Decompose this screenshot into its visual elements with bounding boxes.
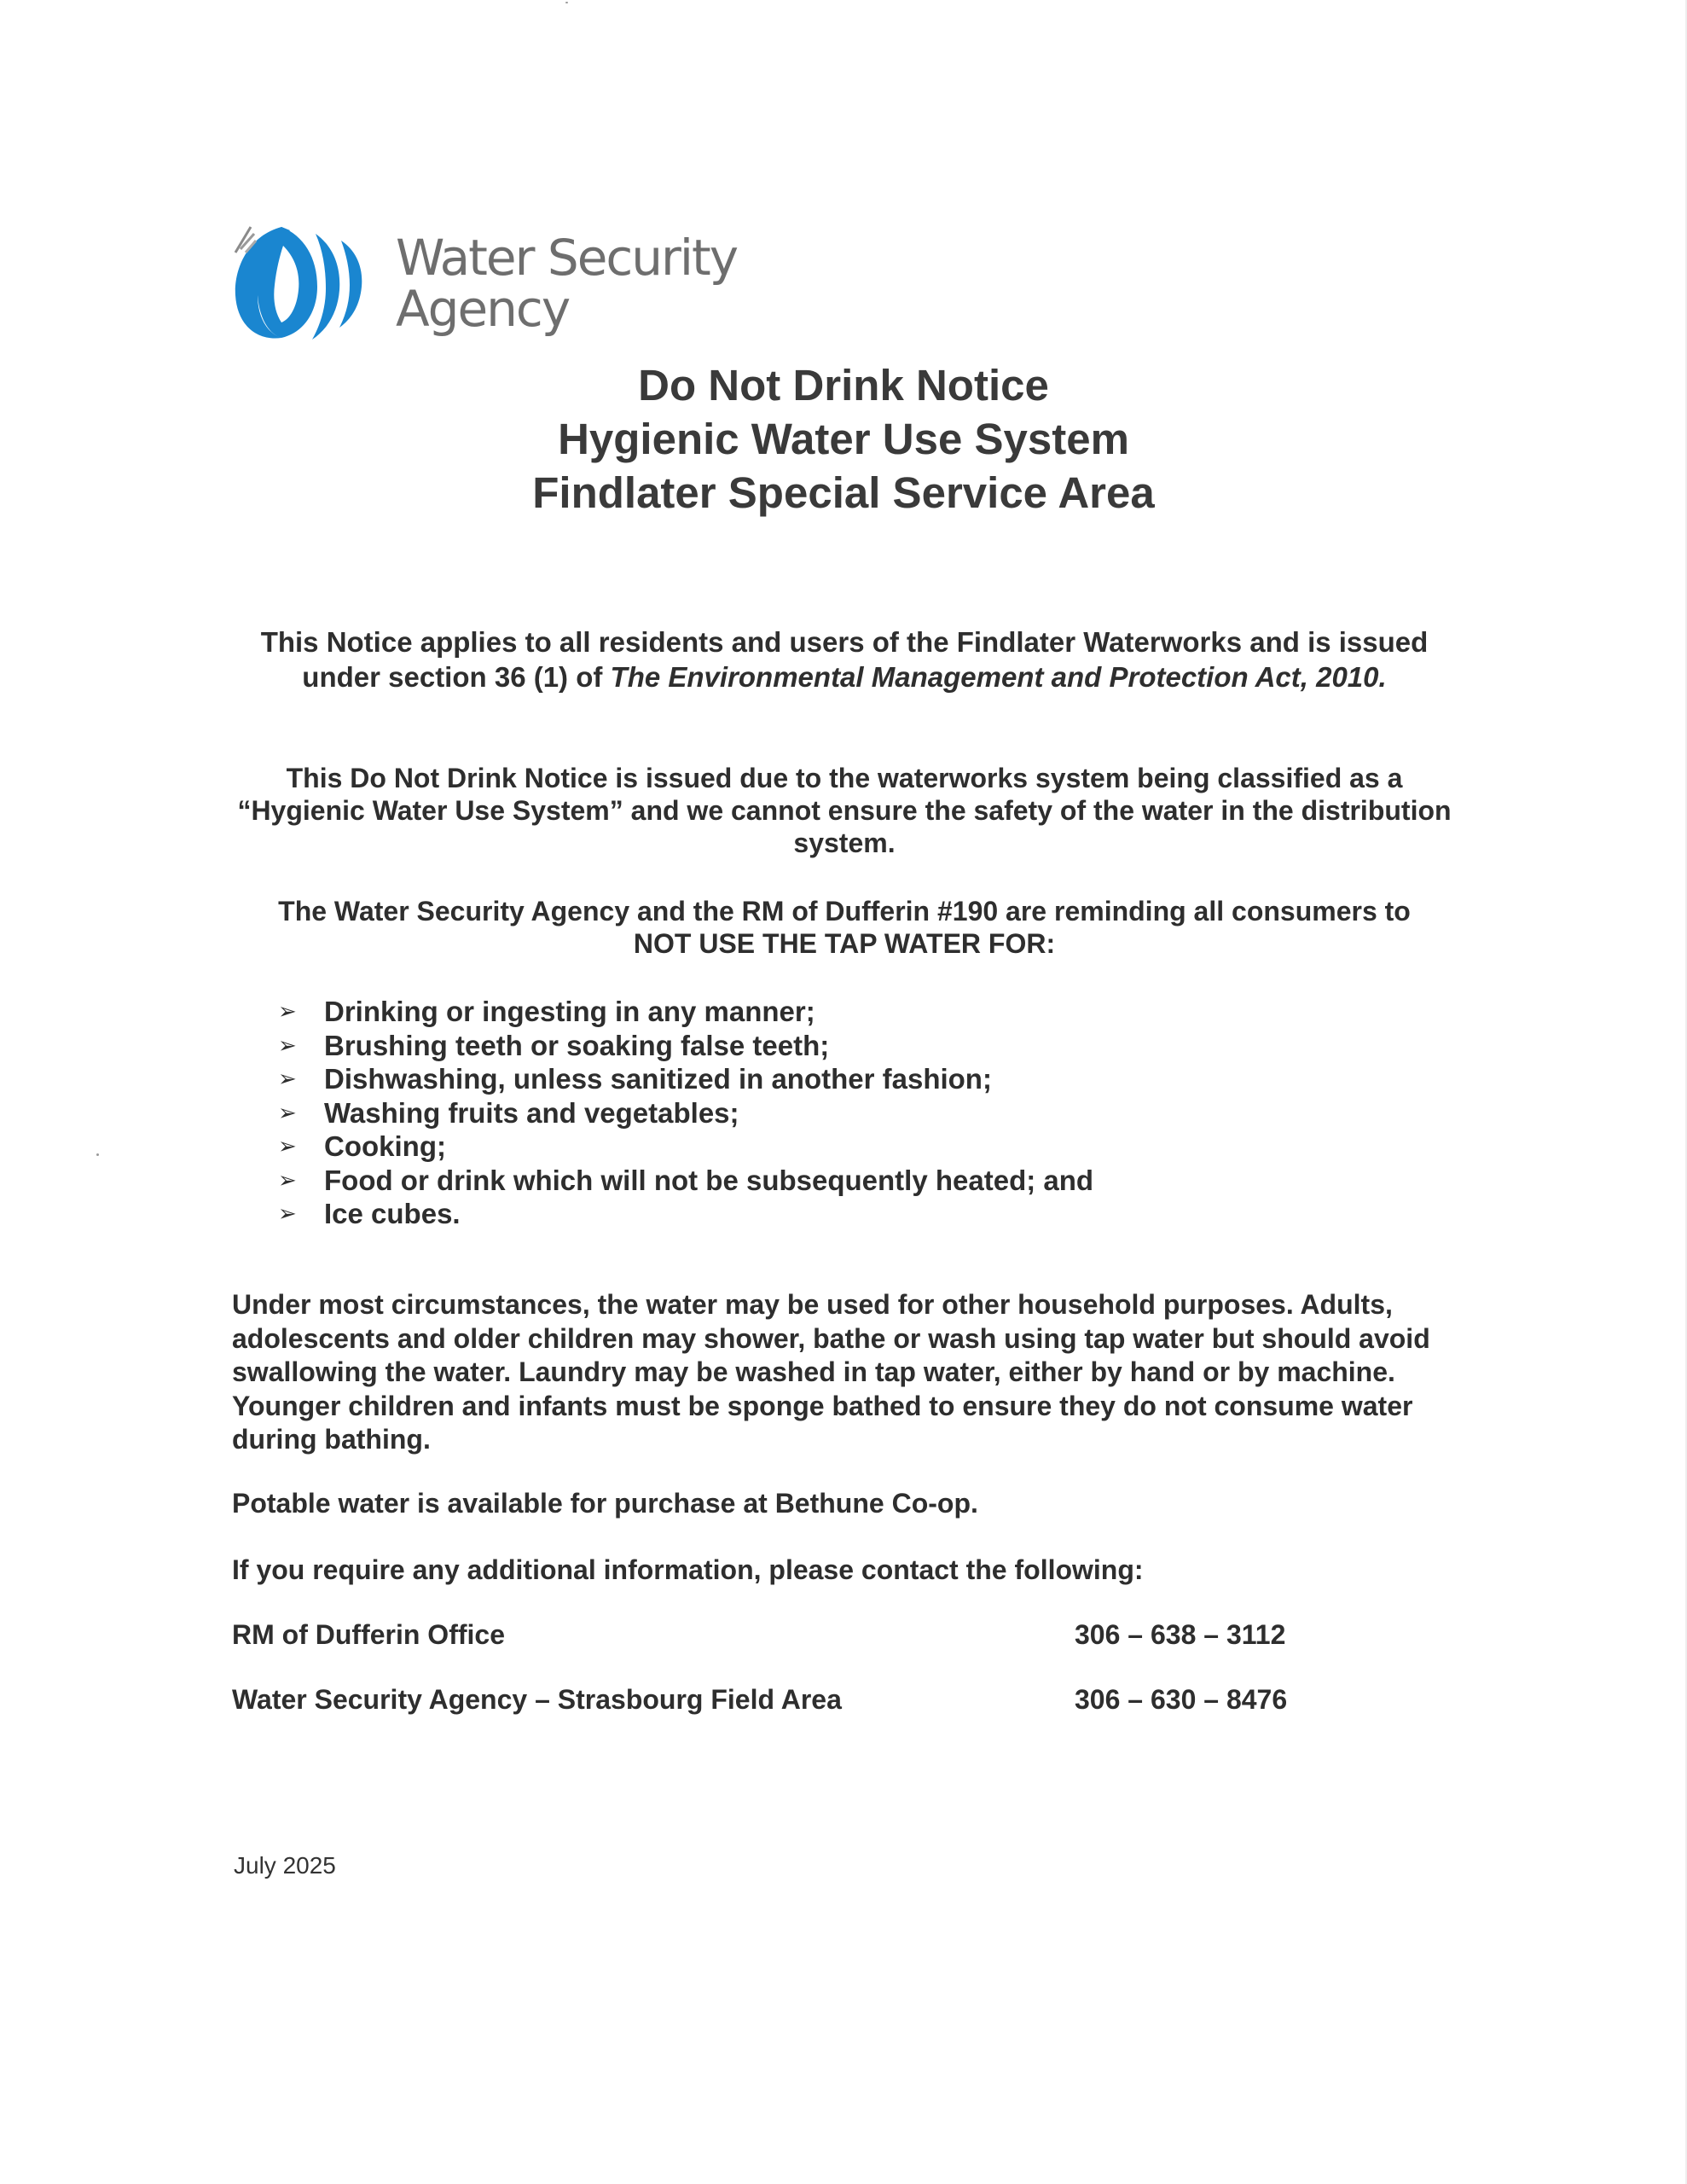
contact-name: Water Security Agency – Strasbourg Field Area (232, 1684, 842, 1715)
contact-phone: 306 – 638 – 3112 (1075, 1619, 1286, 1650)
reminder-caps-line: NOT USE THE TAP WATER FOR: (633, 928, 1056, 959)
contact-phone: 306 – 630 – 8476 (1075, 1684, 1288, 1715)
water-security-agency-logo (232, 220, 738, 348)
arrowhead-bullet-icon: ➢ (278, 1031, 297, 1058)
notice-date: July 2025 (234, 1852, 336, 1879)
arrowhead-bullet-icon: ➢ (278, 998, 297, 1024)
contact-row (232, 1618, 1341, 1652)
list-item: ➢ Brushing teeth or soaking false teeth; (278, 1029, 830, 1061)
household-use-paragraph: Under most circumstances, the water may be used for other household purposes. Adults, adolescents and older children may shower, bathe or wash using tap water but should avoid swallowing the water. Laundry may be washed in tap water, either by hand or by machine. Younger children and infants must be sponge bathed to ensure they do not consume water during bathing. (232, 1289, 1430, 1455)
potable-water-paragraph: Potable water is available for purchase at Bethune Co-op. (232, 1488, 978, 1519)
contact-row (232, 1682, 1341, 1716)
notice-subtitle: Hygienic Water Use System (558, 415, 1129, 463)
notice-title: Do Not Drink Notice (638, 361, 1049, 410)
scan-speck (96, 1153, 99, 1156)
notice-title-block (0, 358, 1687, 520)
list-item: ➢ Food or drink which will not be subsequently heated; and (278, 1164, 1094, 1196)
notice-area: Findlater Special Service Area (532, 468, 1155, 517)
logo-line2: Agency (396, 280, 570, 338)
arrowhead-bullet-icon: ➢ (278, 1200, 297, 1226)
list-item: ➢ Washing fruits and vegetables; (278, 1096, 739, 1129)
applicability-paragraph (230, 624, 1458, 694)
arrowhead-bullet-icon: ➢ (278, 1099, 297, 1125)
list-item: ➢ Ice cubes. (278, 1198, 461, 1229)
list-item: ➢ Dishwashing, unless sanitized in another fashion; (278, 1063, 992, 1095)
prohibited-uses-list (278, 995, 1093, 1231)
arrowhead-bullet-icon: ➢ (278, 1133, 297, 1159)
contact-intro-paragraph: If you require any additional information, please contact the following: (232, 1554, 1144, 1585)
logo-line1: Water Security (396, 229, 738, 287)
logo-wordmark (396, 229, 738, 338)
wheat-leaf-icon (232, 224, 258, 254)
reminder-line: The Water Security Agency and the RM of Dufferin #190 are reminding all consumers to (278, 896, 1411, 926)
list-item: ➢ Cooking; (278, 1130, 446, 1162)
reminder-paragraph (230, 895, 1458, 960)
arrowhead-bullet-icon: ➢ (278, 1166, 297, 1193)
applicability-text: This Notice applies to all residents and users of the Findlater Waterworks and is issued under section 36 (1) of (260, 626, 1429, 693)
list-item: ➢ Drinking or ingesting in any manner; (278, 996, 815, 1027)
act-title: The Environmental Management and Protection Act, 2010. (610, 661, 1387, 693)
scan-speck (565, 2, 568, 3)
arrowhead-bullet-icon: ➢ (278, 1066, 297, 1091)
contact-name: RM of Dufferin Office (232, 1619, 505, 1650)
reason-paragraph: This Do Not Drink Notice is issued due to the waterworks system being classified as a “Hygienic Water Use System” and we cannot ensure the safety of the water in the distribution system. (237, 763, 1452, 858)
